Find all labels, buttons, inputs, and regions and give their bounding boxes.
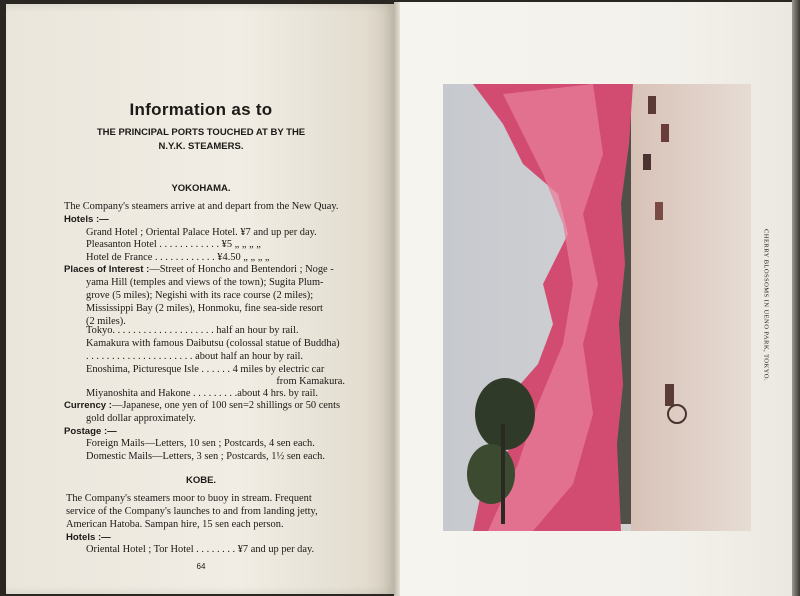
- page-subtitle: [6, 126, 396, 154]
- photo-illustration: [443, 84, 751, 531]
- postage-line: Foreign Mails—Letters, 10 sen ; Postcards, 4 sen each.: [86, 438, 315, 449]
- kobe-hotels-label: Hotels :—: [66, 532, 111, 543]
- places-line: Mississippi Bay (2 miles), Honmoku, fine sea-side resort: [86, 303, 323, 314]
- page-number: 64: [196, 562, 206, 571]
- kobe-line: The Company's steamers moor to buoy in stream. Frequent: [66, 493, 312, 504]
- hotel-line: Hotel de France . . . . . . . . . . . . ¥4.50 „ „ „ „: [86, 252, 270, 263]
- places-line: yama Hill (temples and views of the town); Sugita Plum-: [86, 277, 324, 288]
- hotel-line: Grand Hotel ; Oriental Palace Hotel. ¥7 and up per day.: [86, 227, 317, 238]
- caption-text: CHERRY BLOSSOMS IN UENO PARK, TOKYO.: [762, 229, 770, 381]
- yokohama-heading: YOKOHAMA.: [171, 183, 231, 194]
- places-line: (2 miles).: [86, 316, 126, 327]
- places-text: —Street of Honcho and Bentendori ; Noge -: [149, 264, 334, 275]
- miyanoshita-line: Miyanoshita and Hakone . . . . . . . . .about 4 hrs. by rail.: [86, 388, 319, 399]
- places-label: Places of Interest :: [64, 264, 150, 275]
- yokohama-intro: The Company's steamers arrive at and depart from the New Quay.: [64, 201, 339, 212]
- figure: [643, 154, 651, 170]
- cherry-blossom-photo: [443, 84, 751, 531]
- subtitle-line: THE PRINCIPAL PORTS TOUCHED AT BY THE: [96, 127, 306, 138]
- photo-caption: [762, 229, 770, 381]
- kobe-line: American Hatoba. Sampan hire, 15 sen each person.: [66, 519, 284, 530]
- kobe-heading: KOBE.: [185, 475, 217, 486]
- tree-trunk: [501, 424, 505, 524]
- currency-label: Currency :: [64, 400, 112, 411]
- figure: [661, 124, 669, 142]
- kamakura-line: . . . . . . . . . . . . . . . . . . . . . about half an hour by rail.: [86, 351, 304, 362]
- page-edge: [792, 0, 800, 596]
- figure: [648, 96, 656, 114]
- page-title: Information as to: [129, 100, 273, 119]
- kamakura-line: Kamakura with famous Daibutsu (colossal statue of Buddha): [86, 338, 340, 349]
- enoshima-line: from Kamakura.: [276, 376, 345, 387]
- road: [631, 84, 751, 531]
- hotels-label: Hotels :—: [64, 214, 109, 225]
- kobe-hotel-line: Oriental Hotel ; Tor Hotel . . . . . . . . ¥7 and up per day.: [86, 544, 315, 555]
- postage-label: Postage :—: [64, 426, 117, 437]
- currency-line: [64, 399, 340, 412]
- kobe-line: service of the Company's launches to and from landing jetty,: [66, 506, 318, 517]
- hotel-line: Pleasanton Hotel . . . . . . . . . . . . ¥5 „ „ „ „: [86, 239, 261, 250]
- currency-line: gold dollar approximately.: [86, 413, 196, 424]
- subtitle-line: N.Y.K. STEAMERS.: [158, 141, 244, 152]
- figure: [655, 202, 663, 220]
- places-line: [64, 263, 334, 276]
- green-tree: [467, 444, 515, 504]
- enoshima-line: Enoshima, Picturesque Isle . . . . . . 4 miles by electric car: [86, 364, 325, 375]
- postage-line: Domestic Mails—Letters, 3 sen ; Postcards, 1½ sen each.: [86, 451, 325, 462]
- places-line: grove (5 miles); Negishi with its race course (2 miles);: [86, 290, 314, 301]
- currency-text: —Japanese, one yen of 100 sen=2 shillings or 50 cents: [111, 400, 341, 411]
- figure: [665, 384, 674, 406]
- tokyo-line: Tokyo. . . . . . . . . . . . . . . . . . . . half an hour by rail.: [86, 325, 299, 336]
